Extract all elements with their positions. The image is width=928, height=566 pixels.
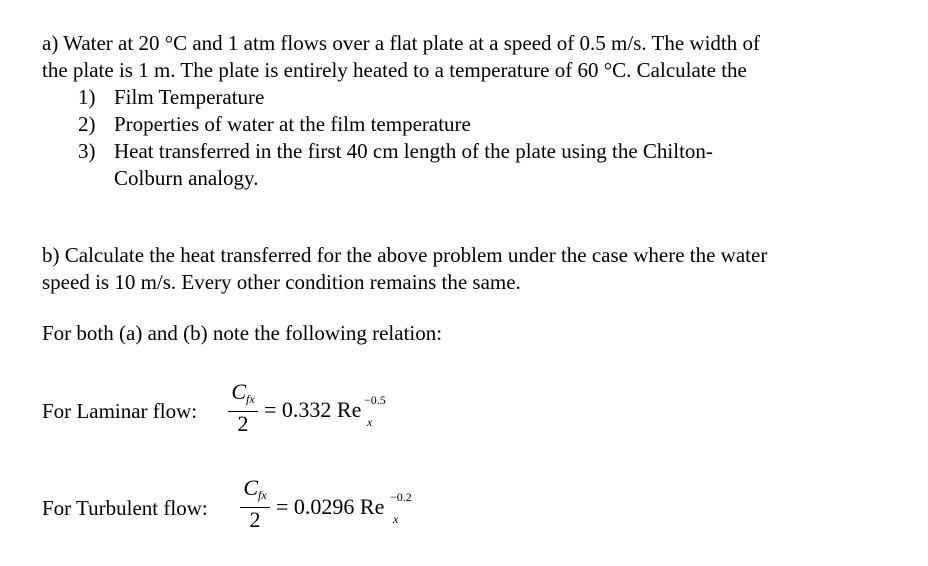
laminar-denominator: 2 — [237, 411, 249, 436]
turbulent-fraction — [238, 476, 272, 532]
cf-subscript: fx — [258, 488, 267, 502]
note-text: For both (a) and (b) note the following relation: — [42, 321, 443, 345]
laminar-re-subscript: x — [367, 415, 373, 429]
part-b-line-1: b) Calculate the heat transferred for the above problem under the case where the water — [42, 243, 768, 267]
list-item-text: Colburn analogy. — [114, 166, 259, 190]
turbulent-numerator — [238, 476, 272, 507]
turbulent-label: For Turbulent flow: — [42, 496, 208, 520]
list-item-number: 1) — [78, 85, 96, 109]
cf-subscript: fx — [246, 392, 255, 406]
laminar-rhs-text: = 0.332 Re — [264, 397, 362, 422]
turbulent-rhs — [276, 490, 436, 528]
list-item-2 — [0, 111, 928, 137]
list-item-number: 3) — [78, 139, 96, 163]
laminar-exponent: −0.5 — [364, 393, 386, 407]
cf-symbol: C — [243, 475, 258, 500]
list-item-1 — [0, 84, 928, 110]
turbulent-rhs-text: = 0.0296 Re — [276, 494, 385, 519]
list-item-number: 2) — [78, 112, 96, 136]
part-a-line-2: the plate is 1 m. The plate is entirely heated to a temperature of 60 °C. Calculate the — [42, 58, 747, 82]
list-item-text: Heat transferred in the first 40 cm length of the plate using the Chilton- — [114, 139, 713, 163]
turbulent-exponent: −0.2 — [390, 490, 412, 504]
list-item-3 — [0, 138, 928, 164]
list-item-text: Properties of water at the film temperature — [114, 112, 471, 136]
turbulent-denominator: 2 — [249, 507, 261, 532]
cf-symbol: C — [231, 379, 246, 404]
turbulent-re-subscript: x — [393, 512, 399, 526]
laminar-label: For Laminar flow: — [42, 399, 198, 423]
laminar-fraction — [226, 380, 260, 436]
part-a-line-1: a) Water at 20 °C and 1 atm flows over a flat plate at a speed of 0.5 m/s. The width of — [42, 31, 760, 55]
laminar-rhs — [264, 393, 414, 431]
laminar-numerator — [226, 380, 260, 411]
list-item-3-continued — [0, 165, 928, 191]
part-b-line-2: speed is 10 m/s. Every other condition remains the same. — [42, 270, 521, 294]
list-item-text: Film Temperature — [114, 85, 265, 109]
